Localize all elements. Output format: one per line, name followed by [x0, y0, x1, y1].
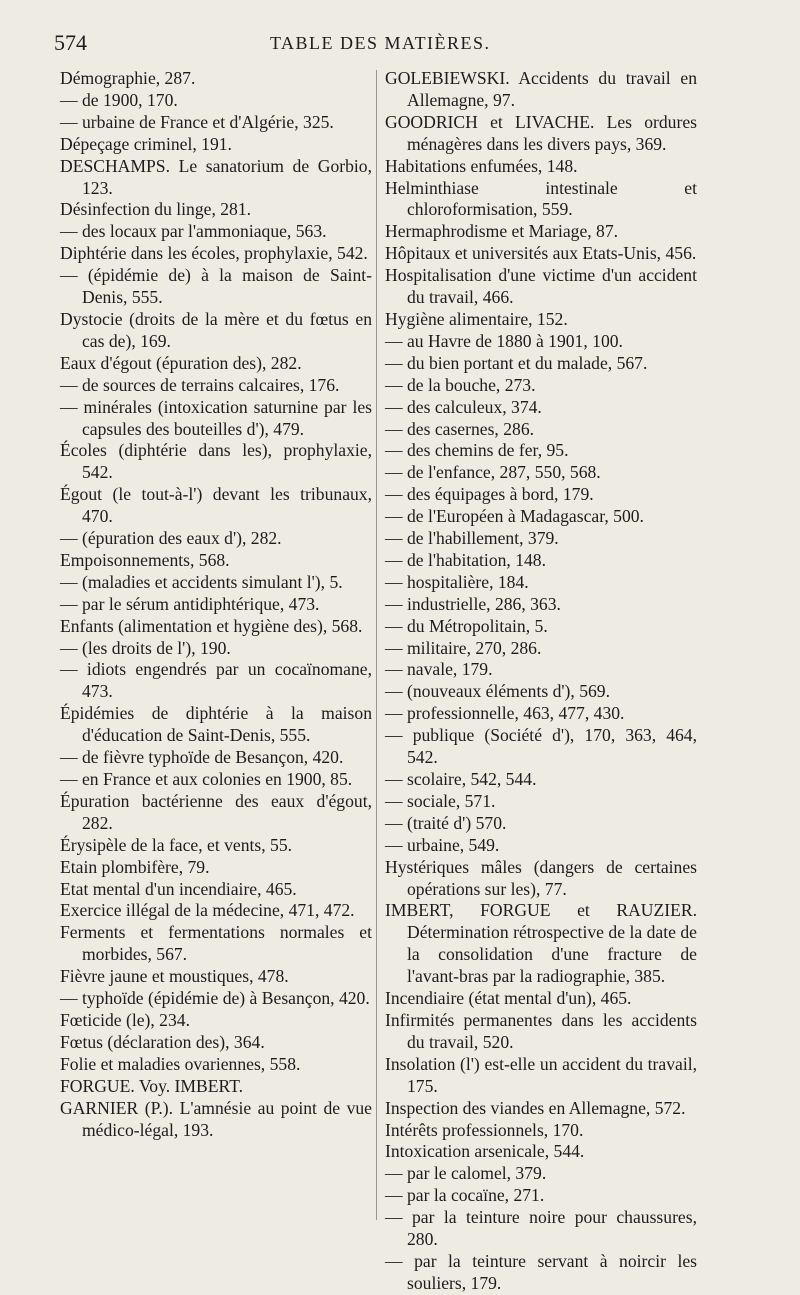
- index-entry: GOLEBIEWSKI. Accidents du travail en Allemagne, 97.: [385, 68, 697, 110]
- index-entry: Dystocie (droits de la mère et du fœtus en cas de), 169.: [60, 308, 372, 351]
- index-entry: — par la cocaïne, 271.: [385, 1185, 545, 1206]
- index-entry: — en France et aux colonies en 1900, 85.: [60, 769, 353, 789]
- index-entry: — par la teinture noire pour chaussures, 280.: [385, 1207, 697, 1250]
- index-entry: — urbaine, 549.: [385, 834, 500, 855]
- index-entry: Intoxication arsenicale, 544.: [385, 1141, 585, 1162]
- index-entry: Ferments et fermentations normales et morbides, 567.: [60, 922, 372, 965]
- index-entry: — des casernes, 286.: [385, 418, 535, 439]
- index-entry: — de 1900, 170.: [60, 89, 178, 110]
- index-entry: — minérales (intoxication saturnine par les capsules des bouteilles d'), 479.: [60, 396, 372, 439]
- index-entry: Incendiaire (état mental d'un), 465.: [385, 988, 632, 1009]
- index-entry: Inspection des viandes en Allemagne, 572.: [385, 1097, 686, 1118]
- index-entry: — (épuration des eaux d'), 282.: [60, 528, 282, 549]
- index-entry: — de la bouche, 273.: [385, 374, 536, 395]
- index-entry: — typhoïde (épidémie de) à Besançon, 420.: [60, 988, 370, 1009]
- index-entry: Enfants (alimentation et hygiène des), 568.: [60, 615, 363, 636]
- index-entry: — publique (Société d'), 170, 363, 464, 542.: [385, 725, 697, 768]
- index-entry: — de l'habitation, 148.: [385, 549, 546, 570]
- index-entry: — des locaux par l'ammoniaque, 563.: [60, 221, 327, 242]
- index-entry: FORGUE. Voy. IMBERT.: [60, 1075, 244, 1096]
- index-entry: Démographie, 287.: [60, 68, 196, 88]
- index-entry: Hospitalisation d'une victime d'un accident du travail, 466.: [385, 265, 697, 308]
- index-entry: — de l'enfance, 287, 550, 568.: [385, 462, 601, 483]
- index-entry: Intérêts professionnels, 170.: [385, 1119, 584, 1140]
- index-entry: — sociale, 571.: [385, 790, 496, 811]
- page-heading: TABLE DES MATIÈRES.: [270, 33, 491, 53]
- index-entry: — des calculeux, 374.: [385, 396, 542, 417]
- index-entry: — des chemins de fer, 95.: [385, 440, 569, 461]
- index-entry: — du Métropolitain, 5.: [385, 615, 548, 636]
- index-entry: Insolation (l') est-elle un accident du travail, 175.: [385, 1053, 697, 1096]
- index-entry: — professionnelle, 463, 477, 430.: [385, 703, 625, 724]
- index-entry: Etat mental d'un incendiaire, 465.: [60, 878, 297, 899]
- index-entry: Hystériques mâles (dangers de certaines opérations sur les), 77.: [385, 856, 697, 899]
- index-entry: — du bien portant et du malade, 567.: [385, 352, 648, 373]
- index-entry: — hospitalière, 184.: [385, 571, 529, 592]
- index-entry: Érysipèle de la face, et vents, 55.: [60, 834, 293, 855]
- index-entry: Dépeçage criminel, 191.: [60, 133, 232, 154]
- index-entry: — navale, 179.: [385, 659, 493, 680]
- index-entry: Égout (le tout-à-l') devant les tribunaux, 470.: [60, 484, 372, 527]
- index-entry: DESCHAMPS. Le sanatorium de Gorbio, 123.: [60, 155, 372, 198]
- index-entry: Empoisonnements, 568.: [60, 549, 230, 570]
- running-head: [0, 30, 800, 60]
- index-entry: — de fièvre typhoïde de Besançon, 420.: [60, 747, 344, 768]
- index-entry: — par le calomel, 379.: [385, 1163, 547, 1184]
- index-entry: GOODRICH et LIVACHE. Les ordures ménagères dans les divers pays, 369.: [385, 111, 697, 154]
- index-entry: Hôpitaux et universités aux Etats-Unis, 456.: [385, 243, 697, 264]
- index-column-right: [385, 68, 697, 1295]
- index-entry: Folie et maladies ovariennes, 558.: [60, 1053, 301, 1074]
- index-entry: — des équipages à bord, 179.: [385, 484, 594, 505]
- index-entry: — par la teinture servant à noircir les souliers, 179.: [385, 1250, 697, 1293]
- index-entry: Eaux d'égout (épuration des), 282.: [60, 352, 302, 373]
- index-entry: — industrielle, 286, 363.: [385, 593, 561, 614]
- column-divider: [376, 70, 377, 1220]
- index-entry: — (traité d') 570.: [385, 812, 507, 833]
- index-entry: — (maladies et accidents simulant l'), 5.: [60, 571, 343, 592]
- page-number: 574: [54, 30, 87, 55]
- index-entry: Épidémies de diphtérie à la maison d'éducation de Saint-Denis, 555.: [60, 703, 372, 746]
- index-entry: — militaire, 270, 286.: [385, 637, 542, 658]
- index-entry: Infirmités permanentes dans les accidents du travail, 520.: [385, 1009, 697, 1052]
- index-entry: — (les droits de l'), 190.: [60, 637, 231, 658]
- index-entry: Hygiène alimentaire, 152.: [385, 308, 568, 329]
- index-entry: Hermaphrodisme et Mariage, 87.: [385, 221, 619, 242]
- index-entry: Exercice illégal de la médecine, 471, 472.: [60, 900, 355, 921]
- index-entry: Helminthiase intestinale et chloroformisation, 559.: [385, 177, 697, 220]
- index-entry: Habitations enfumées, 148.: [385, 155, 578, 176]
- index-entry: Fœticide (le), 234.: [60, 1009, 190, 1030]
- index-entry: — de sources de terrains calcaires, 176.: [60, 374, 340, 395]
- index-entry: — (nouveaux éléments d'), 569.: [385, 681, 610, 702]
- index-entry: — par le sérum antidiphtérique, 473.: [60, 593, 320, 614]
- index-entry: — au Havre de 1880 à 1901, 100.: [385, 330, 623, 351]
- index-entry: Fièvre jaune et moustiques, 478.: [60, 966, 289, 987]
- index-entry: — idiots engendrés par un cocaïnomane, 473.: [60, 659, 372, 702]
- index-entry: GARNIER (P.). L'amnésie au point de vue médico-légal, 193.: [60, 1097, 372, 1140]
- index-entry: Etain plombifère, 79.: [60, 856, 210, 877]
- index-entry: — scolaire, 542, 544.: [385, 769, 537, 789]
- index-entry: — (épidémie de) à la maison de Saint-Denis, 555.: [60, 265, 372, 308]
- index-entry: Épuration bactérienne des eaux d'égout, 282.: [60, 790, 372, 833]
- index-entry: — de l'Européen à Madagascar, 500.: [385, 506, 644, 527]
- index-entry: Fœtus (déclaration des), 364.: [60, 1031, 265, 1052]
- index-entry: Désinfection du linge, 281.: [60, 199, 252, 220]
- index-entry: — urbaine de France et d'Algérie, 325.: [60, 111, 334, 132]
- index-entry: — de l'habillement, 379.: [385, 528, 559, 549]
- index-entry: IMBERT, FORGUE et RAUZIER. Détermination rétrospective de la date de la consolidation d'une fracture de l'avant-bras par la radiographie, 385.: [385, 900, 697, 987]
- index-entry: Écoles (diphtérie dans les), prophylaxie, 542.: [60, 440, 372, 483]
- index-entry: Diphtérie dans les écoles, prophylaxie, 542.: [60, 243, 368, 264]
- index-column-left: [60, 68, 372, 1141]
